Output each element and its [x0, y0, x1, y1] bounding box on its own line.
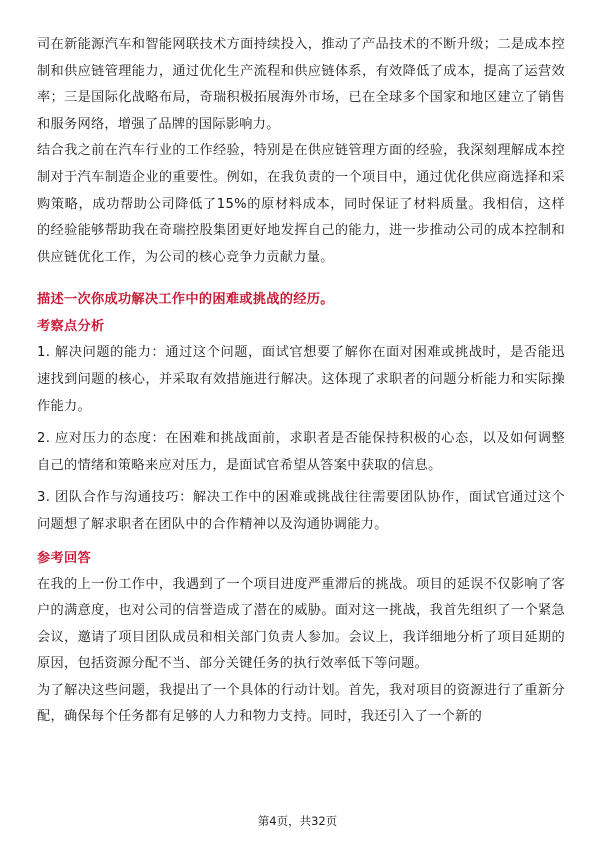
analysis-heading: 考察点分析 — [37, 319, 105, 335]
analysis-point-3: 3. 团队合作与沟通技巧：解决工作中的困难或挑战往往需要团队协作，面试官通过这个问题想了解求职者在团队中的合作精神以及沟通协调能力。 — [37, 490, 565, 532]
interview-question: 描述一次你成功解决工作中的困难或挑战的经历。 — [37, 292, 334, 308]
page-content — [37, 32, 565, 731]
intro-paragraph-1: 司在新能源汽车和智能网联技术方面持续投入，推动了产品技术的不断升级；二是成本控制和供应链管理能力，通过优化生产流程和供应链体系，有效降低了成本，提高了运营效率；三是国际化战略布局，奇瑞积极拓展海外市场，已在全球多个国家和地区建立了销售和服务网络，增强了品牌的国际影响力。 — [37, 37, 565, 132]
page-number-footer: 第4页，共32页 — [257, 814, 338, 828]
analysis-point-1: 1. 解决问题的能力：通过这个问题，面试官想要了解你在面对困难或挑战时，是否能迅速找到问题的核心，并采取有效措施进行解决。这体现了求职者的问题分析能力和实际操作能力。 — [37, 345, 565, 414]
analysis-point-2: 2. 应对压力的态度：在困难和挑战面前，求职者是否能保持积极的心态，以及如何调整自己的情绪和策略来应对压力，是面试官希望从答案中获取的信息。 — [37, 431, 565, 473]
answer-paragraph-1: 在我的上一份工作中，我遇到了一个项目进度严重滞后的挑战。项目的延误不仅影响了客户的满意度，也对公司的信誉造成了潜在的威胁。面对这一挑战，我首先组织了一个紧急会议，邀请了项目团队成员和相关部门负责人参加。会议上，我详细地分析了项目延期的原因，包括资源分配不当、部分关键任务的执行效率低下等问题。 — [37, 576, 565, 672]
answer-paragraph-2: 为了解决这些问题，我提出了一个具体的行动计划。首先，我对项目的资源进行了重新分配，确保每个任务都有足够的人力和物力支持。同时，我还引入了一个新的 — [37, 682, 565, 725]
intro-paragraph-2: 结合我之前在汽车行业的工作经验，特别是在供应链管理方面的经验，我深刻理解成本控制对于汽车制造企业的重要性。例如，在我负责的一个项目中，通过优化供应商选择和采购策略，成功帮助公司降低了15%的原材料成本，同时保证了材料质量。我相信，这样的经验能够帮助我在奇瑞控股集团更好地发挥自己的能力，进一步推动公司的成本控制和供应链优化工作，为公司的核心竞争力贡献力量。 — [37, 143, 565, 265]
answer-heading: 参考回答 — [37, 550, 91, 566]
